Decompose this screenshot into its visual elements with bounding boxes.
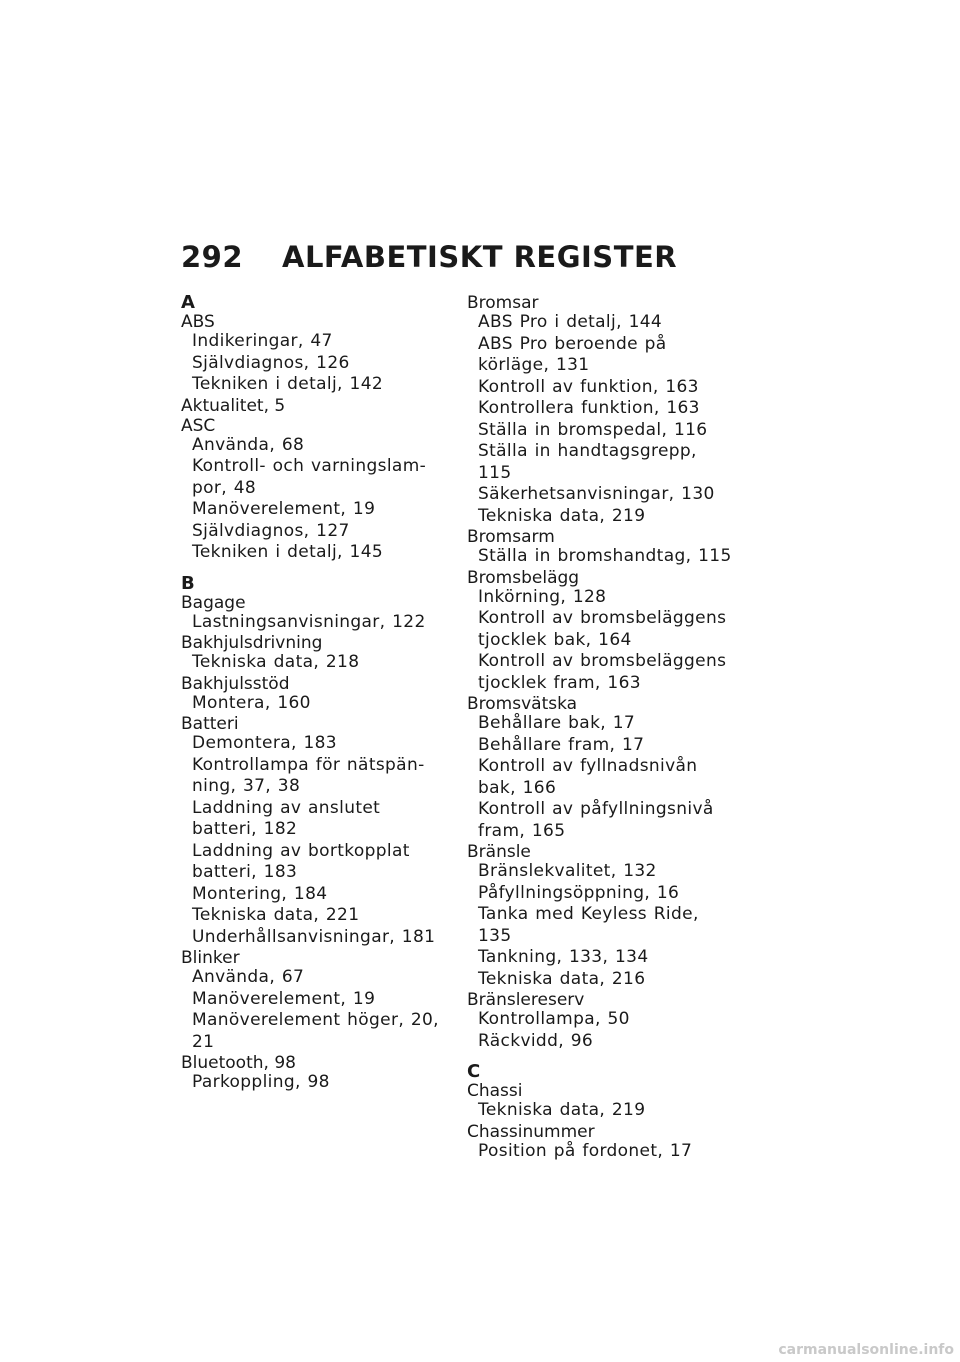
index-term: Bromsarm xyxy=(467,527,555,547)
index-subentry: Montera, 160 xyxy=(192,692,311,713)
index-subentry: ABS Pro i detalj, 144 xyxy=(478,312,663,332)
index-term: Bromsar xyxy=(467,293,539,313)
index-term: Bluetooth, 98 xyxy=(181,1053,296,1073)
index-subentry: Underhållsanvisningar, 181 xyxy=(192,926,436,947)
index-subentry: Kontroll av funktion, 163 xyxy=(478,376,699,397)
index-column-left xyxy=(181,293,451,1094)
index-term: Batteri xyxy=(181,714,239,734)
index-term: Bagage xyxy=(181,592,246,613)
index-subentry: Tanka med Keyless Ride, 135 xyxy=(478,904,699,946)
index-term: Chassi xyxy=(467,1081,523,1101)
index-term: ABS xyxy=(181,312,215,332)
index-subentry: Kontroll- och varningslam- por, 48 xyxy=(192,456,427,498)
index-subentry: Kontrollampa för nätspän- ning, 37, 38 xyxy=(192,754,425,796)
index-subentry: Tekniska data, 219 xyxy=(478,1100,646,1120)
index-term: ASC xyxy=(181,415,216,436)
index-term: Chassinummer xyxy=(467,1121,595,1142)
index-subentry: Laddning av bortkopplat batteri, 183 xyxy=(192,840,410,882)
index-subentry: Tekniken i detalj, 145 xyxy=(192,542,384,562)
index-subentry: Indikeringar, 47 xyxy=(192,331,333,351)
index-subentry: Tekniska data, 219 xyxy=(478,505,646,526)
index-subentry: Tekniska data, 221 xyxy=(192,905,360,925)
index-subentry: Behållare bak, 17 xyxy=(478,713,636,733)
index-subentry: Montering, 184 xyxy=(192,883,328,904)
page-header xyxy=(181,240,677,274)
index-subentry: Kontroll av påfyllningsnivå fram, 165 xyxy=(478,799,714,841)
index-subentry: Behållare fram, 17 xyxy=(478,734,645,755)
index-term: Bromsvätska xyxy=(467,694,578,714)
index-subentry: Position på fordonet, 17 xyxy=(478,1140,693,1161)
index-subentry: Ställa in bromspedal, 116 xyxy=(478,419,708,440)
index-subentry: Säkerhetsanvisningar, 130 xyxy=(478,484,715,504)
index-subentry: Bränslekvalitet, 132 xyxy=(478,861,657,881)
index-subentry: Tankning, 133, 134 xyxy=(478,947,649,967)
index-term: Bränsle xyxy=(467,842,531,862)
index-subentry: Laddning av anslutet batteri, 182 xyxy=(192,797,381,839)
index-subentry: Ställa in handtagsgrepp, 115 xyxy=(478,441,697,483)
index-subentry: Kontrollera funktion, 163 xyxy=(478,398,700,418)
index-subentry: Manöverelement, 19 xyxy=(192,988,376,1009)
index-subentry: Kontroll av bromsbeläggens tjocklek bak, 164 xyxy=(478,608,727,650)
index-subentry: Demontera, 183 xyxy=(192,733,337,753)
index-subentry: Självdiagnos, 127 xyxy=(192,520,350,541)
index-subentry: Tekniken i detalj, 142 xyxy=(192,374,384,394)
index-term: Bromsbelägg xyxy=(467,567,580,588)
index-term: Blinker xyxy=(181,948,240,968)
index-subentry: Lastningsanvisningar, 122 xyxy=(192,611,426,632)
index-subentry: Ställa in bromshandtag, 115 xyxy=(478,546,732,566)
index-subentry: Parkoppling, 98 xyxy=(192,1072,330,1092)
index-letter-heading: B xyxy=(181,572,195,594)
index-column-right xyxy=(467,293,737,1162)
index-subentry: Tekniska data, 216 xyxy=(478,968,646,989)
index-subentry: Självdiagnos, 126 xyxy=(192,352,350,373)
index-subentry: Inkörning, 128 xyxy=(478,586,607,607)
index-subentry: Räckvidd, 96 xyxy=(478,1030,594,1051)
index-subentry: Kontrollampa, 50 xyxy=(478,1009,630,1029)
index-term: Bakhjulsstöd xyxy=(181,673,290,694)
index-subentry: Kontroll av fyllnadsnivån bak, 166 xyxy=(478,756,698,798)
index-subentry: Påfyllningsöppning, 16 xyxy=(478,882,680,903)
index-term: Bränslereserv xyxy=(467,990,585,1010)
index-letter-heading: A xyxy=(181,292,195,313)
index-subentry: Manöverelement höger, 20, 21 xyxy=(192,1010,439,1052)
index-subentry: Tekniska data, 218 xyxy=(192,652,360,672)
index-subentry: Manöverelement, 19 xyxy=(192,499,376,519)
page-number: 292 xyxy=(181,240,244,274)
index-subentry: Kontroll av bromsbeläggens tjocklek fram, 163 xyxy=(478,651,727,693)
index-term: Aktualitet, 5 xyxy=(181,395,286,416)
index-subentry: ABS Pro beroende på körläge, 131 xyxy=(478,333,667,375)
watermark: carmanualsonline.info xyxy=(778,1342,954,1358)
index-letter-heading: C xyxy=(467,1061,481,1082)
index-subentry: Använda, 67 xyxy=(192,967,305,987)
index-subentry: Använda, 68 xyxy=(192,434,305,455)
index-term: Bakhjulsdrivning xyxy=(181,633,323,653)
page-title: ALFABETISKT REGISTER xyxy=(282,240,678,274)
